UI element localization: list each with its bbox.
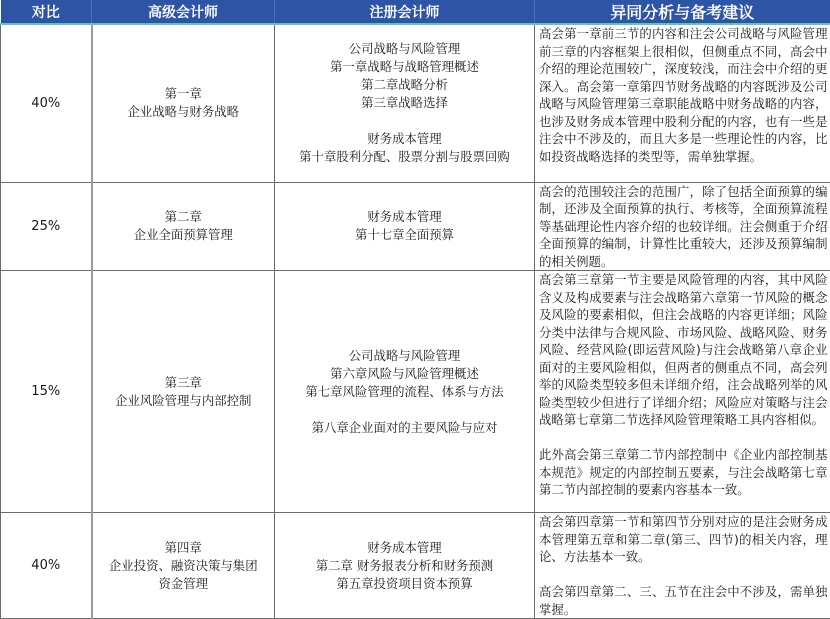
- header-analysis: 异同分析与备考建议: [535, 0, 830, 24]
- senior-chapter-cell: [92, 182, 275, 271]
- analysis-paragraph: 高会的范围较注会的范围广，除了包括全面预算的编制，还涉及全面预算的执行、考核等，全面预算流程等基础理论性内容介绍的也较详细。注会侧重于介绍全面预算的编制，计算性比重较大，还涉及预算编制的相关例题。: [539, 183, 828, 271]
- analysis-cell: [535, 24, 830, 182]
- cpa-subject: 公司战略与风险管理: [275, 40, 534, 58]
- table-row: [1, 513, 830, 619]
- analysis-cell: [535, 182, 830, 271]
- cpa-subject: 公司战略与风险管理: [275, 347, 534, 365]
- analysis-paragraph: 高会第一章前三节的内容和注会公司战略与风险管理前三章的内容框架上很相似，但侧重点不同，高会中介绍的理论范围较广，深度较浅，而注会中介绍的更深入。高会第一章第四节财务战略的内容既涉及公司战略与风险管理第三章职能战略中财务战略的内容，也涉及财务成本管理中股利分配的内容，也有一些是注会中不涉及的，而且大多是一些理论性的内容，比如投资战略选择的类型等，需单独掌握。: [539, 25, 828, 165]
- chapter-title: 企业全面预算管理: [93, 226, 275, 244]
- cpa-chapter: 第六章风险与风险管理概述: [275, 365, 534, 383]
- senior-chapter-cell: [92, 271, 275, 513]
- analysis-paragraph: 高会第三章第一节主要是风险管理的内容，其中风险含义及构成要素与注会战略第六章第一节风险的概念及风险的要素相似，但注会战略的内容更详细；风险分类中法律与合规风险、市场风险、战略风险、财务风险、经营风险(即运营风险)与注会战略第八章企业面对的主要风险相似，但两者的侧重点不同，高会列举的风险类型较多但未详细介绍，注会战略列举的风险类型较少但进行了详细介绍；风险应对策略与注会战略第七章第二节选择风险管理策略工具内容相似。: [539, 271, 828, 429]
- cpa-chapter: 第三章战略选择: [275, 94, 534, 112]
- cpa-subject: 财务成本管理: [275, 130, 534, 148]
- header-ratio: 对比: [1, 0, 92, 24]
- table-row: [1, 24, 830, 182]
- cpa-chapter-cell: [275, 513, 535, 619]
- chapter-title: 企业风险管理与内部控制: [93, 392, 275, 410]
- cpa-subject: 财务成本管理: [275, 208, 534, 226]
- header-cpa: 注册会计师: [275, 0, 535, 24]
- cpa-chapter: 第二章战略分析: [275, 76, 534, 94]
- chapter-title: 企业战略与财务战略: [93, 103, 275, 121]
- analysis-paragraph: 高会第四章第一节和第四节分别对应的是注会财务成本管理第五章和第二章(第三、四节)的相关内容，理论、方法基本一致。: [539, 513, 828, 566]
- header-senior-accountant: 高级会计师: [92, 0, 275, 24]
- cpa-subject: 财务成本管理: [275, 539, 534, 557]
- cpa-chapter-cell: [275, 182, 535, 271]
- analysis-paragraph: 此外高会第三章第二节内部控制中《企业内部控制基本规范》规定的内部控制五要素，与注会战略第七章第二节内部控制的要素内容基本一致。: [539, 446, 828, 499]
- chapter-number: 第一章: [93, 85, 275, 103]
- chapter-title: 资金管理: [93, 575, 275, 593]
- ratio-cell: 25%: [1, 182, 92, 271]
- table-row: [1, 182, 830, 271]
- cpa-chapter-cell: [275, 271, 535, 513]
- senior-chapter-cell: [92, 513, 275, 619]
- table-row: [1, 271, 830, 513]
- cpa-chapter: 第七章风险管理的流程、体系与方法: [275, 383, 534, 401]
- ratio-cell: 40%: [1, 24, 92, 182]
- cpa-chapter-cell: [275, 24, 535, 182]
- ratio-cell: 15%: [1, 271, 92, 513]
- chapter-title: 企业投资、融资决策与集团: [93, 557, 275, 575]
- chapter-number: 第二章: [93, 208, 275, 226]
- chapter-number: 第四章: [93, 539, 275, 557]
- senior-chapter-cell: [92, 24, 275, 182]
- header-row: [1, 0, 830, 24]
- cpa-chapter: 第五章投资项目资本预算: [275, 575, 534, 593]
- cpa-chapter: 第二章 财务报表分析和财务预测: [275, 557, 534, 575]
- cpa-chapter: 第一章战略与战略管理概述: [275, 58, 534, 76]
- analysis-cell: [535, 513, 830, 619]
- analysis-paragraph: 高会第四章第二、三、五节在注会中不涉及，需单独掌握。: [539, 583, 828, 618]
- ratio-cell: 40%: [1, 513, 92, 619]
- cpa-chapter: 第十章股利分配、股票分割与股票回购: [275, 148, 534, 166]
- chapter-number: 第三章: [93, 374, 275, 392]
- cpa-chapter: 第十七章全面预算: [275, 226, 534, 244]
- analysis-cell: [535, 271, 830, 513]
- cpa-chapter: 第八章企业面对的主要风险与应对: [275, 419, 534, 437]
